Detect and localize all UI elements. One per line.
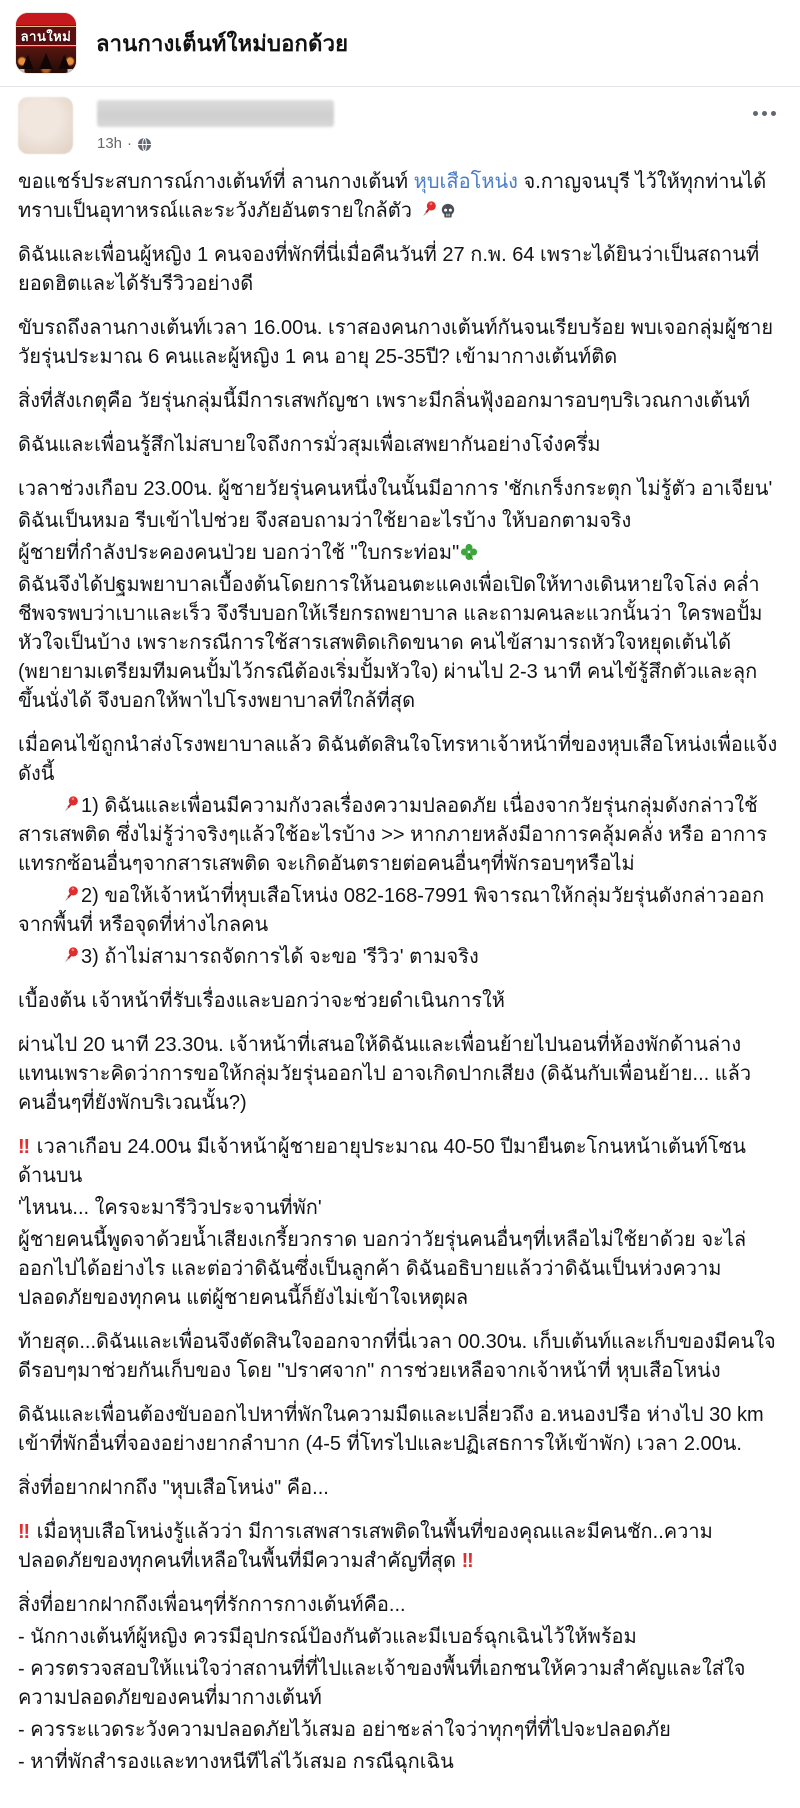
timestamp-row (97, 135, 334, 152)
text-run: ‼ (18, 1136, 32, 1158)
text-run: 3) ถ้าไม่สามารถจัดการได้ จะขอ 'รีวิว' ตามจริง (81, 946, 479, 968)
post-paragraph (18, 1518, 778, 1576)
text-run: เมื่อหุบเสือโหน่งรู้แล้วว่า มีการเสพสารเสพติดในพื้นที่ของคุณและมีคนชัก..ความปลอดภัยของทุกคนที่เหลือในพื้นที่มีความสำคัญที่สุด (18, 1521, 713, 1572)
text-run: ขับรถถึงลานกางเต้นท์เวลา 16.00น. เราสองคนกางเต้นท์กันจนเรียบร้อย พบเจอกลุ่มผู้ชายวัยรุ่นประมาณ 6 คนและผู้หญิง 1 คน อายุ 25-35ปี? เข้ามากางเต้นท์ติด (18, 317, 774, 368)
post-paragraph (18, 882, 778, 940)
post-paragraph (18, 1133, 778, 1191)
author-name-redacted[interactable] (97, 100, 334, 127)
post-body (0, 160, 800, 1777)
post (0, 87, 800, 1777)
post-paragraph (18, 1226, 778, 1313)
pushpin-icon (60, 884, 81, 905)
post-timestamp[interactable]: 13h (97, 135, 123, 152)
meta-separator: · (127, 135, 133, 152)
text-run: ดิฉันและเพื่อนรู้สึกไม่สบายใจถึงการมั่วสุมเพื่อเสพยากันอย่างโจ๋งครึ่ม (18, 434, 601, 456)
three-dots-icon (762, 111, 767, 116)
text-run: ผู้ชายคนนี้พูดจาด้วยน้ำเสียงเกรี้ยวกราด บอกว่าวัยรุ่นคนอื่นๆที่เหลือไม่ใช้ยาด้วย จะไล่ออกไปได้อย่างไร และต่อว่าดิฉันซึ่งเป็นลูกค้า ดิฉันอธิบายแล้วว่าดิฉันเป็นห่วงความปลอดภัยของทุกคน แต่ผู้ชายคนนี้ก็ยังไม่เข้าใจเหตุผล (18, 1229, 747, 1309)
public-globe-icon (137, 137, 152, 152)
post-paragraph (18, 1716, 778, 1745)
three-dots-icon (753, 111, 758, 116)
post-paragraph (18, 571, 778, 716)
text-run: สิ่งที่อยากฝากถึง "หุบเสือโหน่ง" คือ... (18, 1477, 329, 1499)
post-paragraph (18, 241, 778, 299)
text-run: - หาที่พักสำรองและทางหนีทีไล่ไว้เสมอ กรณีฉุกเฉิน (18, 1751, 454, 1773)
text-run: - ควรตรวจสอบให้แน่ใจว่าสถานที่ที่ไปและเจ้าของพื้นที่เอกชนให้ความสำคัญและใส่ใจความปลอดภัยของคนที่มากางเต้นท์ (18, 1658, 746, 1709)
text-run: จ.กาญจนบุรี ไว้ให้ทุกท่านได้ทราบเป็นอุทาหรณ์และระวังภัยอันตรายใกล้ตัว (18, 171, 767, 222)
post-header (0, 87, 800, 160)
post-paragraph (18, 1328, 778, 1386)
post-paragraph (18, 1401, 778, 1459)
text-run: ขอแชร์ประสบการณ์กางเต้นท์ที่ ลานกางเต้นท์ (18, 171, 414, 193)
page-header (0, 0, 800, 85)
pushpin-icon (60, 945, 81, 966)
post-paragraph (18, 1031, 778, 1118)
text-run: เมื่อคนไข้ถูกนำส่งโรงพยาบาลแล้ว ดิฉันตัดสินใจโทรหาเจ้าหน้าที่ของหุบเสือโหน่งเพื่อแจ้งดังนี้ (18, 734, 778, 785)
three-dots-icon (771, 111, 776, 116)
text-run: ดิฉันและเพื่อนผู้หญิง 1 คนจองที่พักที่นี่เมื่อคืนวันที่ 27 ก.พ. 64 เพราะได้ยินว่าเป็นสถานที่ยอดฮิตและได้รับรีวิวอย่างดี (18, 244, 760, 295)
post-paragraph (18, 539, 778, 568)
post-paragraph (18, 507, 778, 536)
text-run: เบื้องต้น เจ้าหน้าที่รับเรื่องและบอกว่าจะช่วยดำเนินการให้ (18, 990, 505, 1012)
text-run: ดิฉันเป็นหมอ รีบเข้าไปช่วย จึงสอบถามว่าใช้ยาอะไรบ้าง ให้บอกตามจริง (18, 510, 632, 532)
text-run: ผู้ชายที่กำลังประคองคนป่วย บอกว่าใช้ "ใบกระท่อม" (18, 542, 460, 564)
place-tag-link[interactable]: หุบเสือโหน่ง (413, 171, 518, 193)
text-run: เวลาช่วงเกือบ 23.00น. ผู้ชายวัยรุ่นคนหนึ่งในนั้นมีอาการ 'ชักเกร็งกระตุก ไม่รู้ตัว อาเจียน' (18, 478, 773, 500)
post-paragraph (18, 475, 778, 504)
post-paragraph (18, 1474, 778, 1503)
skull-icon (439, 202, 457, 220)
post-paragraph (18, 168, 778, 226)
text-run: ผ่านไป 20 นาที 23.30น. เจ้าหน้าที่เสนอให้ดิฉันและเพื่อนย้ายไปนอนที่ห้องพักด้านล่างแทนเพราะคิดว่าการขอให้กลุ่มวัยรุ่นออกไป อาจเกิดปากเสียง (ดิฉันกับเพื่อนย้าย... แล้วคนอื่นๆที่ยังพักบริเวณนั้น?) (18, 1034, 752, 1114)
text-run: 1) ดิฉันและเพื่อนมีความกังวลเรื่องความปลอดภัย เนื่องจากวัยรุ่นกลุ่มดังกล่าวใช้สารเสพติด ซึ่งไม่รู้ว่าจริงๆแล้วใช้อะไรบ้าง >> หากภายหลังมีอาการคลุ้มคลั่ง หรือ อาการแทรกซ้อนอื่นๆจากสารเสพติด จะเกิดอันตรายต่อคนอื่นๆที่พักรอบๆหรือไม่ (18, 795, 768, 875)
page-title[interactable]: ลานกางเต็นท์ใหม่บอกด้วย (96, 30, 349, 56)
text-run: ‼ (18, 1521, 32, 1543)
logo-top-band (16, 13, 76, 26)
post-paragraph (18, 792, 778, 879)
text-run: 'ไหนน... ใครจะมารีวิวประจานที่พัก' (18, 1197, 322, 1219)
post-paragraph (18, 1655, 778, 1713)
post-paragraph (18, 1748, 778, 1777)
post-paragraph (18, 387, 778, 416)
logo-tent-scene (16, 47, 76, 73)
text-run: เวลาเกือบ 24.00น มีเจ้าหน้าผู้ชายอายุประมาณ 40-50 ปีมายืนตะโกนหน้าเต้นท์โซนด้านบน (18, 1136, 746, 1187)
text-run: สิ่งที่สังเกตุคือ วัยรุ่นกลุ่มนี้มีการเสพกัญชา เพราะมีกลิ่นฟุ้งออกมารอบๆบริเวณกางเต้นท์ (18, 390, 751, 412)
post-paragraph (18, 987, 778, 1016)
text-run: ‼ (461, 1550, 475, 1572)
post-paragraph (18, 943, 778, 972)
post-options-button[interactable] (751, 105, 778, 122)
post-paragraph (18, 1591, 778, 1620)
post-meta (97, 97, 334, 154)
clover-icon (459, 542, 479, 562)
text-run: ดิฉันและเพื่อนต้องขับออกไปหาที่พักในความมืดและเปลี่ยวถึง อ.หนองปรือ ห่างไป 30 km เข้าที่พักอื่นที่จองอย่างยากลำบาก (4-5 ที่โทรไปและปฏิเสธการให้เข้าพัก) เวลา 2.00น. (18, 1404, 764, 1455)
post-paragraph (18, 1623, 778, 1652)
pushpin-icon (60, 794, 81, 815)
text-run: ท้ายสุด...ดิฉันและเพื่อนจึงตัดสินใจออกจากที่นี่เวลา 00.30น. เก็บเต้นท์และเก็บของมีคนใจดีรอบๆมาช่วยกันเก็บของ โดย "ปราศจาก" การช่วยเหลือจากเจ้าหน้าที่ หุบเสือโหน่ง (18, 1331, 776, 1382)
text-run: ดิฉันจึงได้ปฐมพยาบาลเบื้องต้นโดยการให้นอนตะแคงเพื่อเปิดให้ทางเดินหายใจโล่ง คล่ำชีพจรพบว่าเบาและเร็ว จึงรีบบอกให้เรียกรถพยาบาล และถามคนละแวกนั้นว่า ใครพอปั้มหัวใจเป็นบ้าง เพราะกรณีการใช้สารเสพติดเกิดขนาด คนไข้สามารถหัวใจหยุดเต้นได้ (พยายามเตรียมทีมคนปั้มไว้กรณีต้องเริ่มปั้มหัวใจ) ผ่านไป 2-3 นาที คนไข้รู้สึกตัวและลุกขึ้นนั่งได้ จึงบอกให้พาไปโรงพยาบาลที่ใกล้ที่สุด (18, 574, 763, 712)
avatar-blurred[interactable] (18, 97, 73, 154)
page-logo[interactable] (16, 13, 76, 73)
logo-text: ลานใหม่ (16, 26, 76, 46)
post-paragraph (18, 731, 778, 789)
post-paragraph (18, 431, 778, 460)
post-paragraph (18, 1194, 778, 1223)
text-run: - ควรระแวดระวังความปลอดภัยไว้เสมอ อย่าชะล่าใจว่าทุกๆที่ที่ไปจะปลอดภัย (18, 1719, 671, 1741)
pushpin-icon (418, 199, 439, 220)
post-paragraph (18, 314, 778, 372)
text-run: - นักกางเต้นท์ผู้หญิง ควรมีอุปกรณ์ป้องกันตัวและมีเบอร์ฉุกเฉินไว้ให้พร้อม (18, 1626, 637, 1648)
text-run: 2) ขอให้เจ้าหน้าที่หุบเสือโหน่ง 082-168-7991 พิจารณาให้กลุ่มวัยรุ่นดังกล่าวออกจากพื้นที่ หรือจุดที่ห่างไกลคน (18, 885, 765, 936)
text-run: สิ่งที่อยากฝากถึงเพื่อนๆที่รักการกางเต้นท์คือ... (18, 1594, 406, 1616)
